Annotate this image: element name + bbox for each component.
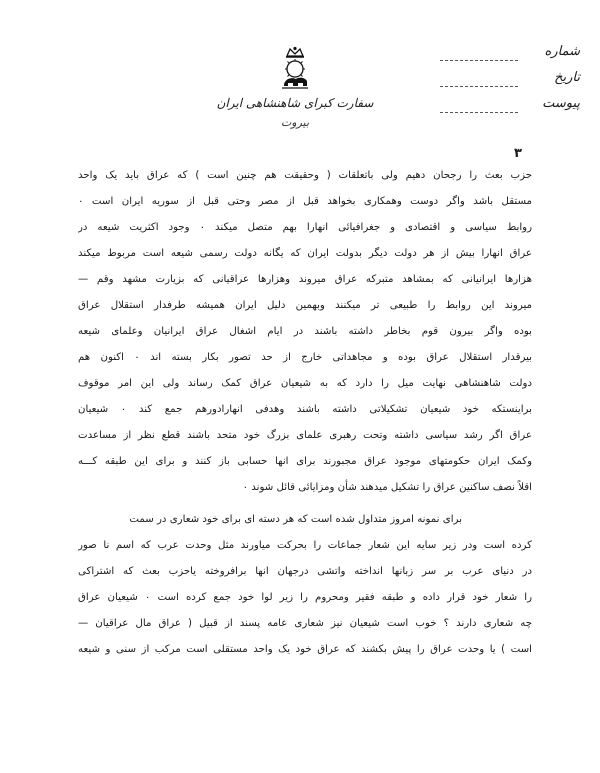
field-number xyxy=(440,40,580,66)
text-line: بوده واگر بیرون قوم بخاطر داشته باشند در ایام اشغال عراق ایرانیان وعلمای شیعه xyxy=(78,326,532,337)
text-line: عراق اگر رشد سیاسی داشته وتحت رهبری علمای بزرگ خود متحد باشند قطع نظر از مساعدت xyxy=(78,430,532,441)
text-line: وکمک ایران حکومتهای موجود عراق مجبورند برای انها حسابی باز کنند و برای این طبقه کـــه xyxy=(78,456,532,467)
text-line: روابط سیاسی و اقتصادی و جغرافیائی انهارا بهم متصل میکند ۰ وجود اکثریت شیعه در xyxy=(78,222,532,233)
field-number-line xyxy=(440,60,518,61)
embassy-name: سفارت کبرای شاهنشاهی ایران xyxy=(216,96,374,110)
embassy-city: بیروت xyxy=(280,116,310,129)
text-line: برای نمونه امروز متداول شده است که هر دسته ای برای خود شعاری در سمت xyxy=(129,514,462,525)
field-number-label: شماره xyxy=(544,44,580,59)
field-attachment-line xyxy=(440,112,518,113)
text-line: اقلاً نصف ساکنین عراق را تشکیل میدهند شأن ومزایائی قائل شوند ۰ xyxy=(242,482,532,493)
field-attachment-label: پیوست xyxy=(542,96,580,111)
text-line: است ) یا وحدت عراق را پیش بکشند که عراق خود یک واحد مستقلی است مرکب از سنی و شیعه xyxy=(78,644,532,655)
field-date-label: تاریخ xyxy=(554,70,580,85)
text-line: چه شعاری دارند ؟ خوب است شیعیان نیز شعاری عامه پسند از قبیل ( عراق مال عراقیان — xyxy=(78,618,532,629)
text-line: براینستکه خود شیعیان تشکیلاتی داشته باشند وهدفی انهارادورهم جمع کند ۰ شیعیان xyxy=(78,404,532,415)
text-line: در دنیای عرب بر سر زبانها انداخته واتشی درجهان انها برافروخته یاحزب بعث که اشتراکی xyxy=(78,566,532,577)
field-date-line xyxy=(440,86,518,87)
text-line: مستقل باشد واگر دوست وهمکاری بخواهد قبل از مصر وحتی قبل از سوریه ایران است ۰ xyxy=(78,196,532,207)
text-line: را شعار خود قرار داده و طبقه فقیر ومحروم را زیر لوا خود جمع کرده است ۰ شیعیان عراق xyxy=(78,592,532,603)
text-line: عراق انهارا بیش از هر دولت دیگر بدولت ایران که یگانه دولت رسمی شیعه است مربوط میکند xyxy=(78,248,532,259)
letter-body xyxy=(78,163,532,663)
field-date xyxy=(440,66,580,92)
text-line: دولت شاهنشاهی نهایت میل را دارد که به شیعیان عراق کمک رساند ولی این امر موقوف xyxy=(78,378,532,389)
text-line: حزب بعث را رجحان دهیم ولی باتعلقات ( وحقیقت هم چنین است ) که عراق باید یک واحد xyxy=(78,170,532,181)
text-line: کرده است ودر زیر سایه این شعار جماعات را بحرکت میاورند مثل وحدت عرب که اسم نا صور xyxy=(78,540,532,551)
reference-fields xyxy=(440,40,580,118)
text-line: هزارها ایرانیانی که بمشاهد متبرکه عراق میروند وهزارها عراقیانی که بزیارت مشهد وقم — xyxy=(78,274,532,285)
field-attachment xyxy=(440,92,580,118)
lion-and-sun-crown-icon xyxy=(274,46,316,90)
text-line: بیرقدار استقلال عراق بوده و مجاهداتی خارج از حد تصور بکار بسته اند ۰ اکنون هم xyxy=(78,352,532,363)
text-line: میروند این روابط را طبیعی تر میکنند وبهمین دلیل ایران همیشه طرفدار استقلال عراق xyxy=(78,300,532,311)
page-number: ۳ xyxy=(514,146,522,161)
